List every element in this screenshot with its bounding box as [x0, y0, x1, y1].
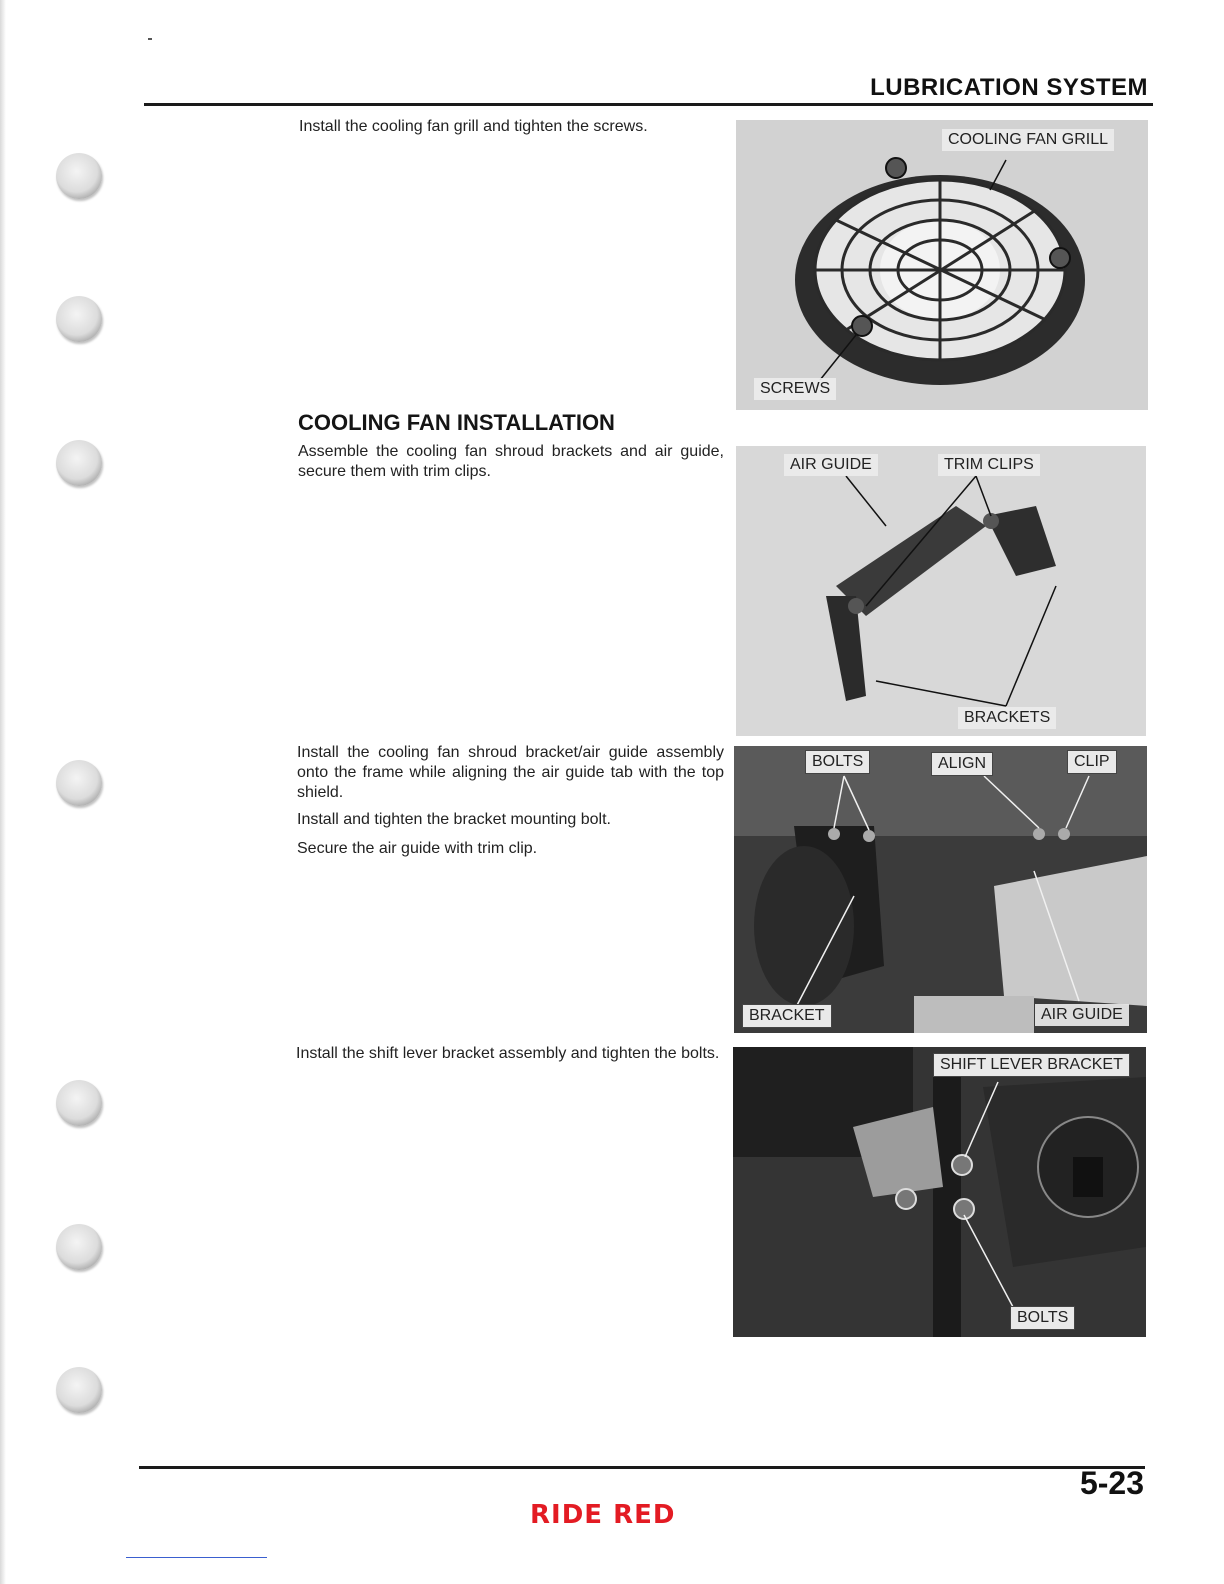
scan-speck — [148, 38, 152, 40]
air-guide-assembly-photo — [736, 446, 1146, 736]
bolts-label-2: BOLTS — [1010, 1306, 1075, 1330]
assemble-instruction: Assemble the cooling fan shroud brackets and air guide, secure them with trim clips. — [298, 443, 724, 480]
mount-bolt-instruction: Install and tighten the bracket mounting bolt. — [297, 811, 611, 828]
binder-hole — [56, 1080, 102, 1126]
cooling-fan-grill-label: COOLING FAN GRILL — [942, 129, 1114, 151]
grill-instruction: Install the cooling fan grill and tighten the screws. — [299, 118, 648, 135]
clip-label: CLIP — [1067, 750, 1117, 774]
frame-install-illustration — [734, 746, 1147, 1033]
footer-link-underline — [126, 1557, 267, 1558]
shift-lever-illustration — [733, 1047, 1146, 1337]
section-heading: COOLING FAN INSTALLATION — [298, 410, 615, 435]
fan-grill-photo — [736, 120, 1148, 410]
footer-brand: RIDE RED — [530, 1500, 676, 1530]
binder-hole — [56, 760, 102, 806]
page-number: 5-23 — [1079, 1465, 1144, 1501]
screws-label: SCREWS — [754, 378, 836, 400]
binder-hole — [56, 440, 102, 486]
footer-rule — [139, 1466, 1145, 1469]
binder-hole — [56, 1367, 102, 1413]
air-guide-label: AIR GUIDE — [784, 454, 878, 476]
trim-clip-instruction: Secure the air guide with trim clip. — [297, 840, 538, 857]
fan-grill-illustration — [736, 120, 1148, 410]
binder-hole — [56, 296, 102, 342]
bolts-label: BOLTS — [805, 750, 870, 774]
header-rule — [144, 103, 1153, 106]
frame-install-photo — [734, 746, 1147, 1033]
brackets-label: BRACKETS — [958, 707, 1056, 729]
install-bracket-instruction: Install the cooling fan shroud bracket/air guide assembly onto the frame while aligning the air guide tab with the top shield. — [297, 744, 724, 801]
shift-lever-photo — [733, 1047, 1146, 1337]
air-guide-illustration — [736, 446, 1146, 736]
page-edge — [0, 0, 6, 1584]
air-guide-label-2: AIR GUIDE — [1035, 1004, 1129, 1026]
binder-hole — [56, 1224, 102, 1270]
shift-lever-bracket-label: SHIFT LEVER BRACKET — [933, 1053, 1130, 1077]
section-title: LUBRICATION SYSTEM — [870, 74, 1148, 101]
align-label: ALIGN — [931, 752, 993, 776]
shift-lever-instruction: Install the shift lever bracket assembly and tighten the bolts. — [296, 1045, 720, 1062]
trim-clips-label: TRIM CLIPS — [938, 454, 1040, 476]
bracket-label: BRACKET — [742, 1004, 832, 1028]
binder-hole — [56, 153, 102, 199]
